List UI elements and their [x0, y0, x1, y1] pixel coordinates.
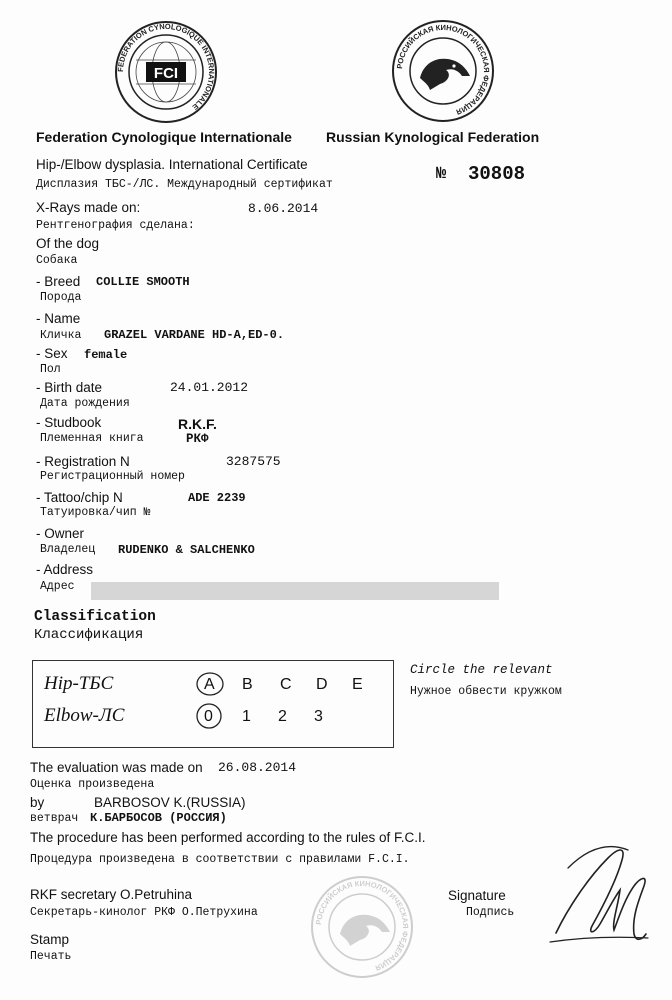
elbow-grade-2: 2 — [278, 708, 287, 725]
breed-label-ru: Порода — [40, 291, 82, 304]
cert-title-en: Hip-/Elbow dysplasia. International Certificate — [36, 157, 308, 172]
tattoo-value: ADE 2239 — [188, 491, 246, 505]
studbook-label-ru: Племенная книга — [40, 432, 144, 445]
studbook-label-en: - Studbook — [36, 415, 102, 430]
xrays-label-en: X-Rays made on: — [36, 200, 141, 215]
registration-label-en: - Registration N — [36, 454, 130, 469]
name-label-ru: Кличка — [40, 329, 82, 342]
signature-label-en: Signature — [448, 888, 506, 903]
signature-scribble — [548, 838, 658, 950]
name-value: GRAZEL VARDANE HD-A,ED-0. — [104, 328, 285, 342]
birth-label-ru: Дата рождения — [40, 397, 130, 410]
birth-value: 24.01.2012 — [170, 380, 249, 395]
hip-label: Hip-ТБС — [44, 673, 114, 694]
breed-value: COLLIE SMOOTH — [96, 275, 190, 289]
rkf-stamp — [302, 872, 422, 982]
stamp-label-en: Stamp — [30, 932, 70, 947]
elbow-grade-1: 1 — [242, 708, 251, 725]
sex-value: female — [84, 348, 128, 362]
hip-selected-circle — [197, 673, 223, 695]
hip-grade-d: D — [316, 676, 328, 693]
breed-label-en: - Breed — [36, 274, 81, 289]
svg-text:РОССИЙСКАЯ КИНОЛОГИЧЕСКАЯ ФЕДЕ: РОССИЙСКАЯ КИНОЛОГИЧЕСКАЯ ФЕДЕРАЦИЯ — [314, 878, 411, 973]
fci-logo-text: FCI — [153, 65, 179, 82]
elbow-grade-3: 3 — [314, 708, 323, 725]
fci-name: Federation Cynologique Internationale — [36, 129, 292, 145]
studbook-value-en: R.K.F. — [178, 416, 217, 432]
procedure-ru: Процедура произведена в соответствии с правилами F.C.I. — [30, 853, 410, 866]
dog-label-en: Of the dog — [36, 236, 100, 251]
svg-text:РОССИЙСКАЯ КИНОЛОГИЧЕСКАЯ ФЕДЕ: РОССИЙСКАЯ КИНОЛОГИЧЕСКАЯ ФЕДЕРАЦИЯ — [395, 22, 492, 117]
number-sign: № — [436, 165, 447, 184]
hip-grade-c: C — [280, 676, 292, 693]
signature-label-ru: Подпись — [466, 906, 515, 919]
secretary-en: RKF secretary O.Petruhina — [30, 887, 193, 902]
sex-label-en: - Sex — [36, 346, 68, 361]
by-label-ru: ветврач — [30, 812, 79, 825]
hip-grade-a: A — [204, 676, 215, 693]
tattoo-label-en: - Tattoo/chip N — [36, 490, 123, 505]
vet-name-ru: К.БАРБОСОВ (РОССИЯ) — [90, 811, 227, 825]
tattoo-label-ru: Татуировка/чип № — [40, 506, 151, 519]
circle-note-ru: Нужное обвести кружком — [410, 685, 562, 698]
rkf-name: Russian Kynological Federation — [326, 129, 540, 145]
name-label-en: - Name — [36, 311, 81, 326]
address-redacted — [91, 582, 499, 600]
vet-name-en: BARBOSOV K.(RUSSIA) — [94, 795, 246, 810]
owner-label-en: - Owner — [36, 526, 85, 541]
birth-label-en: - Birth date — [36, 380, 103, 395]
fci-logo — [112, 20, 220, 124]
by-label-en: by — [30, 795, 45, 810]
certificate-number: 30808 — [468, 163, 526, 185]
registration-label-ru: Регистрационный номер — [40, 470, 185, 483]
classification-title-en: Classification — [34, 609, 156, 625]
elbow-grade-0: 0 — [204, 708, 213, 725]
registration-value: 3287575 — [226, 454, 281, 469]
evaluation-label-en: The evaluation was made on — [30, 760, 203, 775]
elbow-label: Elbow-ЛС — [44, 705, 125, 726]
stamp-label-ru: Печать — [30, 950, 72, 963]
evaluation-label-ru: Оценка произведена — [30, 778, 155, 791]
procedure-en: The procedure has been performed according to the rules of F.C.I. — [30, 830, 426, 845]
secretary-ru: Секретарь-кинолог РКФ О.Петрухина — [30, 906, 258, 919]
xrays-label-ru: Рентгенография сделана: — [36, 219, 195, 232]
studbook-value-ru: РКФ — [186, 432, 209, 446]
classification-title-ru: Классификация — [34, 627, 144, 643]
address-label-ru: Адрес — [40, 580, 75, 593]
address-label-en: - Address — [36, 562, 94, 577]
owner-value: RUDENKO & SALCHENKO — [118, 543, 255, 557]
selected-grade-circles — [190, 664, 230, 738]
hip-grade-b: B — [242, 676, 253, 693]
hip-grade-e: E — [352, 676, 363, 693]
circle-note-en: Circle the relevant — [410, 663, 553, 677]
elbow-selected-circle — [197, 704, 221, 728]
xrays-date: 8.06.2014 — [248, 201, 319, 216]
owner-label-ru: Владелец — [40, 543, 96, 556]
svg-text:FEDERATION CYNOLOGIQUE INTERNA: FEDERATION CYNOLOGIQUE INTERNATIONALE — [115, 21, 217, 112]
dog-label-ru: Собака — [36, 254, 78, 267]
evaluation-date: 26.08.2014 — [218, 760, 297, 775]
rkf-logo — [390, 18, 496, 124]
sex-label-ru: Пол — [40, 363, 61, 376]
cert-title-ru: Дисплазия ТБС-/ЛС. Международный сертификат — [36, 178, 333, 191]
